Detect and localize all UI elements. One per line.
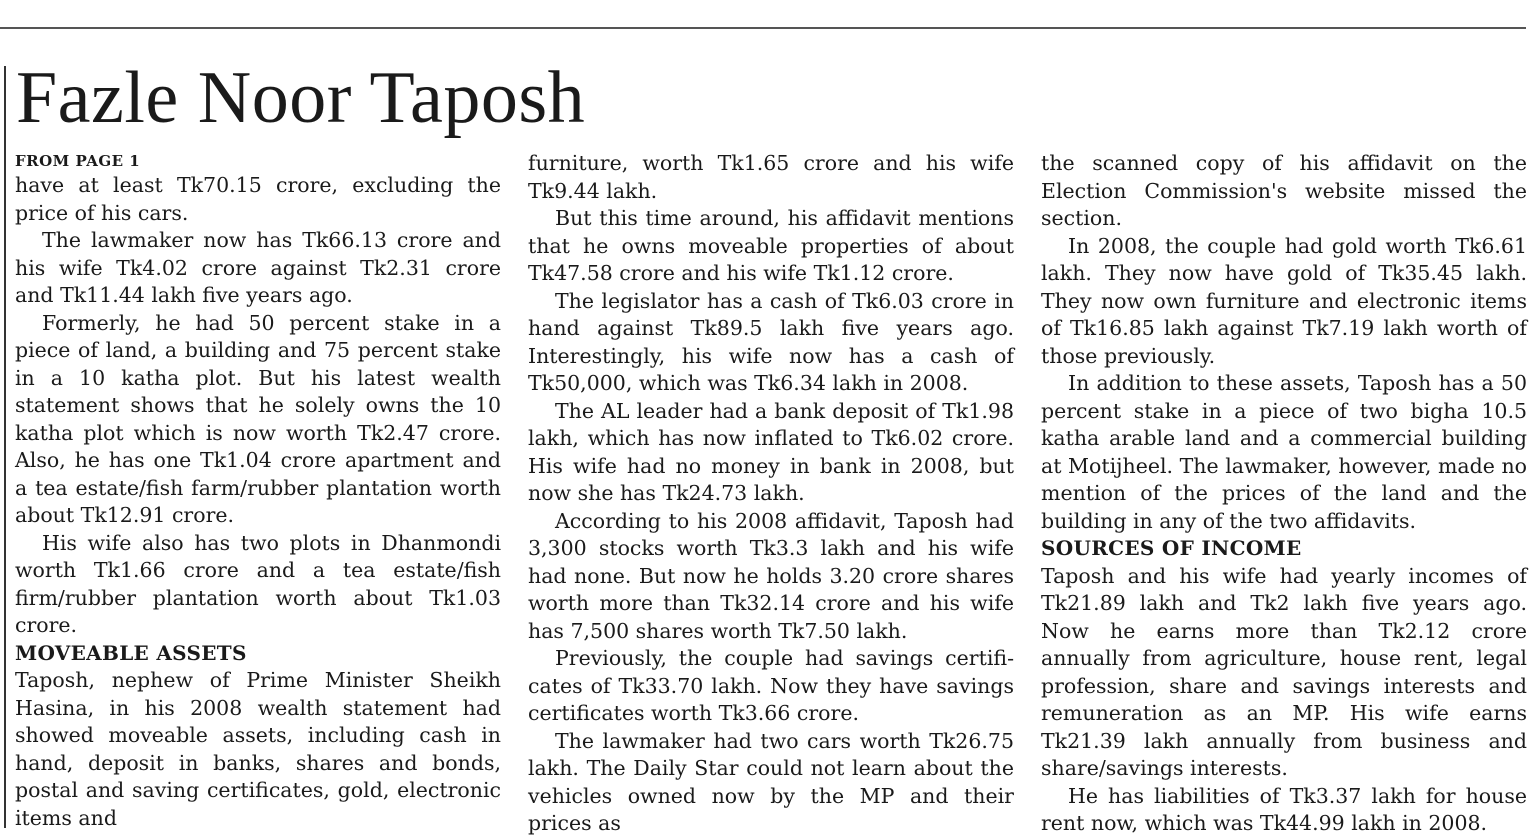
- paragraph: The legislator has a cash of Tk6.03 crore in hand against Tk89.5 lakh five years ago. Interestingly, his wife now has a cash of Tk50,000, which was Tk6.34 lakh in 2008.: [528, 288, 1014, 395]
- paragraph: Taposh and his wife had yearly incomes of Tk21.89 lakh and Tk2 lakh five years ago. Now he earns more than Tk2.12 crore annually from agriculture, house rent, legal profession, share and savings interests and remuneration as an MP. His wife earns Tk21.39 lakh annually from business and share/savings interests.: [1041, 563, 1527, 780]
- paragraph: He has liabilities of Tk3.37 lakh for house rent now, which was Tk44.99 lakh in 2008.: [1041, 783, 1527, 835]
- paragraph: Previously, the couple had savings certificates of Tk33.70 lakh. Now they have savings certificates worth Tk3.66 crore.: [528, 646, 1014, 725]
- paragraph: furniture, worth Tk1.65 crore and his wife Tk9.44 lakh.: [528, 151, 1014, 203]
- column-1: [15, 150, 501, 832]
- subhead-moveable-assets: MOVEABLE ASSETS: [15, 640, 247, 665]
- left-rule: [4, 66, 6, 828]
- paragraph: According to his 2008 affidavit, Taposh had 3,300 stocks worth Tk3.3 lakh and his wife had none. But now he holds 3.20 crore shares worth more than Tk32.14 crore and his wife has 7,500 shares worth Tk7.50 lakh.: [528, 508, 1014, 643]
- paragraph: the scanned copy of his affidavit on the Election Commission's website missed the section.: [1041, 151, 1527, 230]
- paragraph: Formerly, he had 50 percent stake in a piece of land, a building and 75 percent stake in a 10 katha plot. But his latest wealth statement shows that he solely owns the 10 katha plot which is now worth Tk2.47 crore. Also, he has one Tk1.04 crore apartment and a tea estate/fish farm/rubber plantation worth about Tk12.91 crore.: [15, 310, 501, 527]
- paragraph: In 2008, the couple had gold worth Tk6.61 lakh. They now have gold of Tk35.45 lakh. They now own furniture and electronic items of Tk16.85 lakh against Tk7.19 lakh worth of those previously.: [1041, 233, 1527, 368]
- column-2: [528, 150, 1014, 838]
- subhead-sources-of-income: SOURCES OF INCOME: [1041, 536, 1302, 560]
- headline: Fazle Noor Taposh: [16, 57, 586, 139]
- paragraph: But this time around, his affidavit mentions that he owns moveable properties of about Tk47.58 crore and his wife Tk1.12 crore.: [528, 206, 1014, 285]
- top-rule: [0, 27, 1526, 29]
- paragraph: The lawmaker had two cars worth Tk26.75 lakh. The Daily Star could not learn about the vehicles owned now by the MP and their prices as: [528, 728, 1014, 835]
- paragraph: The AL leader had a bank deposit of Tk1.98 lakh, which has now inflated to Tk6.02 crore. His wife had no money in bank in 2008, but now she has Tk24.73 lakh.: [528, 398, 1014, 505]
- paragraph: In addition to these assets, Taposh has a 50 percent stake in a piece of two bigha 10.5 katha arable land and a commercial building at Motijheel. The lawmaker, however, made no mention of the prices of the land and the building in any of the two affidavits.: [1041, 371, 1527, 533]
- paragraph: The lawmaker now has Tk66.13 crore and his wife Tk4.02 crore against Tk2.31 crore and Tk11.44 lakh five years ago.: [15, 228, 501, 307]
- paragraph: His wife also has two plots in Dhanmondi worth Tk1.66 crore and a tea estate/fish firm/rubber plantation worth about Tk1.03 crore.: [15, 530, 501, 637]
- paragraph: have at least Tk70.15 crore, excluding the price of his cars.: [15, 173, 501, 225]
- from-page-label: FROM PAGE 1: [15, 152, 141, 170]
- paragraph: Taposh, nephew of Prime Minister Sheikh Hasina, in his 2008 wealth statement had showed moveable assets, including cash in hand, deposit in banks, shares and bonds, postal and saving certificates, gold, electronic items and: [15, 668, 501, 830]
- column-3: [1041, 150, 1527, 838]
